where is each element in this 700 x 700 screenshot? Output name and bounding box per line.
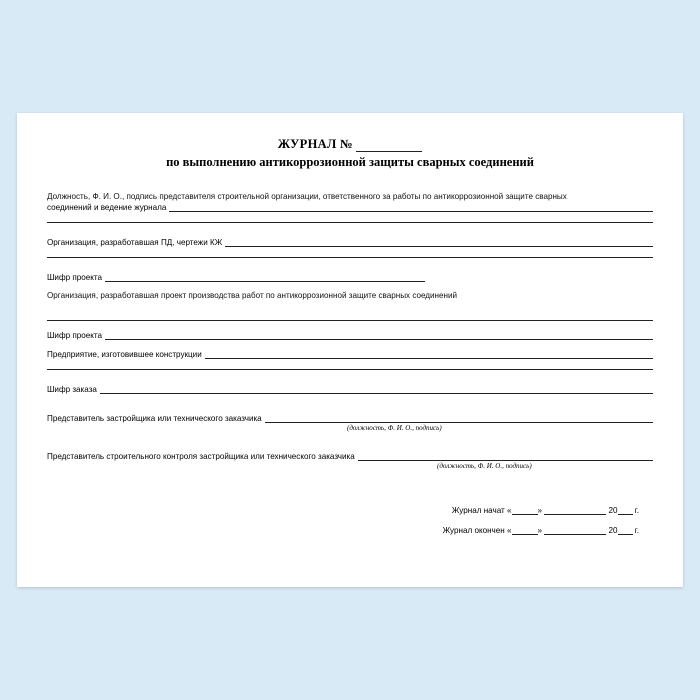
field-order-code <box>47 384 653 394</box>
journal-started-label: Журнал начат « <box>451 506 512 516</box>
journal-started-mid: » <box>537 506 545 516</box>
spacer <box>47 394 653 413</box>
field-project-code-2-label: Шифр проекта <box>47 331 102 341</box>
field-manufacturer-label: Предприятие, изготовившее конструкции <box>47 350 202 360</box>
field-control-rep-caption-wrap <box>47 461 700 470</box>
field-org-pd-label: Организация, разработавшая ПД, чертежи КЖ <box>47 238 223 248</box>
journal-title-text: ЖУРНАЛ № <box>277 137 353 151</box>
form-body <box>47 192 653 535</box>
journal-started-year-blank[interactable] <box>618 506 633 515</box>
field-org-ppr-label: Организация, разработавшая проект производства работ по антикоррозионной защите сварных соединений <box>47 291 458 301</box>
field-control-rep-label: Представитель строительного контроля застройщика или технического заказчика <box>47 452 355 462</box>
field-developer-rep-caption-wrap <box>47 423 700 432</box>
spacer <box>47 432 653 451</box>
document-title-block <box>47 137 653 170</box>
field-control-rep <box>47 451 653 461</box>
field-developer-rep-input[interactable] <box>265 413 653 423</box>
page-title <box>47 137 653 152</box>
spacer <box>47 340 653 349</box>
journal-started-year-suffix: г. <box>632 506 639 516</box>
page-subtitle: по выполнению антикоррозионной защиты сварных соединений <box>166 155 534 169</box>
journal-finished-year-suffix: г. <box>632 526 639 536</box>
journal-finished-day-blank[interactable] <box>512 526 538 535</box>
field-manufacturer-input-extra[interactable] <box>47 359 653 370</box>
spacer <box>47 258 653 272</box>
field-org-ppr-input[interactable] <box>47 310 653 321</box>
journal-number-blank[interactable] <box>356 140 422 152</box>
field-developer-rep-label: Представитель застройщика или технического заказчика <box>47 414 262 424</box>
spacer <box>47 370 653 384</box>
journal-started-row <box>47 506 653 515</box>
field-org-pd <box>47 237 653 247</box>
field-manufacturer-input[interactable] <box>205 349 653 359</box>
footer-dates <box>47 506 653 535</box>
field-control-rep-caption: (должность, Ф. И. О., подпись) <box>437 462 532 471</box>
field-org-pd-input-extra[interactable] <box>47 247 653 258</box>
field-project-code-1-label: Шифр проекта <box>47 273 102 283</box>
journal-finished-year-blank[interactable] <box>618 526 633 535</box>
field-org-pd-input[interactable] <box>225 237 653 247</box>
journal-finished-mid: » <box>537 526 545 536</box>
field-responsible-label2: соединений и ведение журнала <box>47 203 167 213</box>
journal-started-day-blank[interactable] <box>512 506 538 515</box>
field-order-code-label: Шифр заказа <box>47 385 97 395</box>
field-project-code-2 <box>47 330 653 340</box>
field-developer-rep <box>47 413 653 423</box>
field-control-rep-input[interactable] <box>358 451 653 461</box>
spacer <box>47 282 653 291</box>
spacer <box>47 223 653 237</box>
field-responsible-input-extra[interactable] <box>47 212 653 223</box>
field-project-code-2-input[interactable] <box>105 330 653 340</box>
journal-finished-month-blank[interactable] <box>544 526 606 535</box>
journal-started-month-blank[interactable] <box>544 506 606 515</box>
document-sheet <box>17 113 683 587</box>
field-project-code-1 <box>47 272 653 282</box>
field-developer-rep-caption: (должность, Ф. И. О., подпись) <box>347 424 442 433</box>
journal-started-year-prefix: 20 <box>608 506 618 516</box>
field-project-code-1-input[interactable] <box>105 272 425 282</box>
spacer <box>47 301 653 310</box>
field-responsible-line2 <box>47 202 653 212</box>
spacer <box>47 321 653 330</box>
journal-finished-label: Журнал окончен « <box>442 526 512 536</box>
field-order-code-input[interactable] <box>100 384 653 394</box>
field-responsible-line1: Должность, Ф. И. О., подпись представителя строительной организации, ответственного за работы по антикоррозионной защите сварных <box>47 192 567 201</box>
journal-finished-row <box>47 526 653 535</box>
journal-finished-year-prefix: 20 <box>608 526 618 536</box>
field-responsible-input[interactable] <box>169 202 653 212</box>
field-manufacturer <box>47 349 653 359</box>
document-content <box>47 131 653 546</box>
